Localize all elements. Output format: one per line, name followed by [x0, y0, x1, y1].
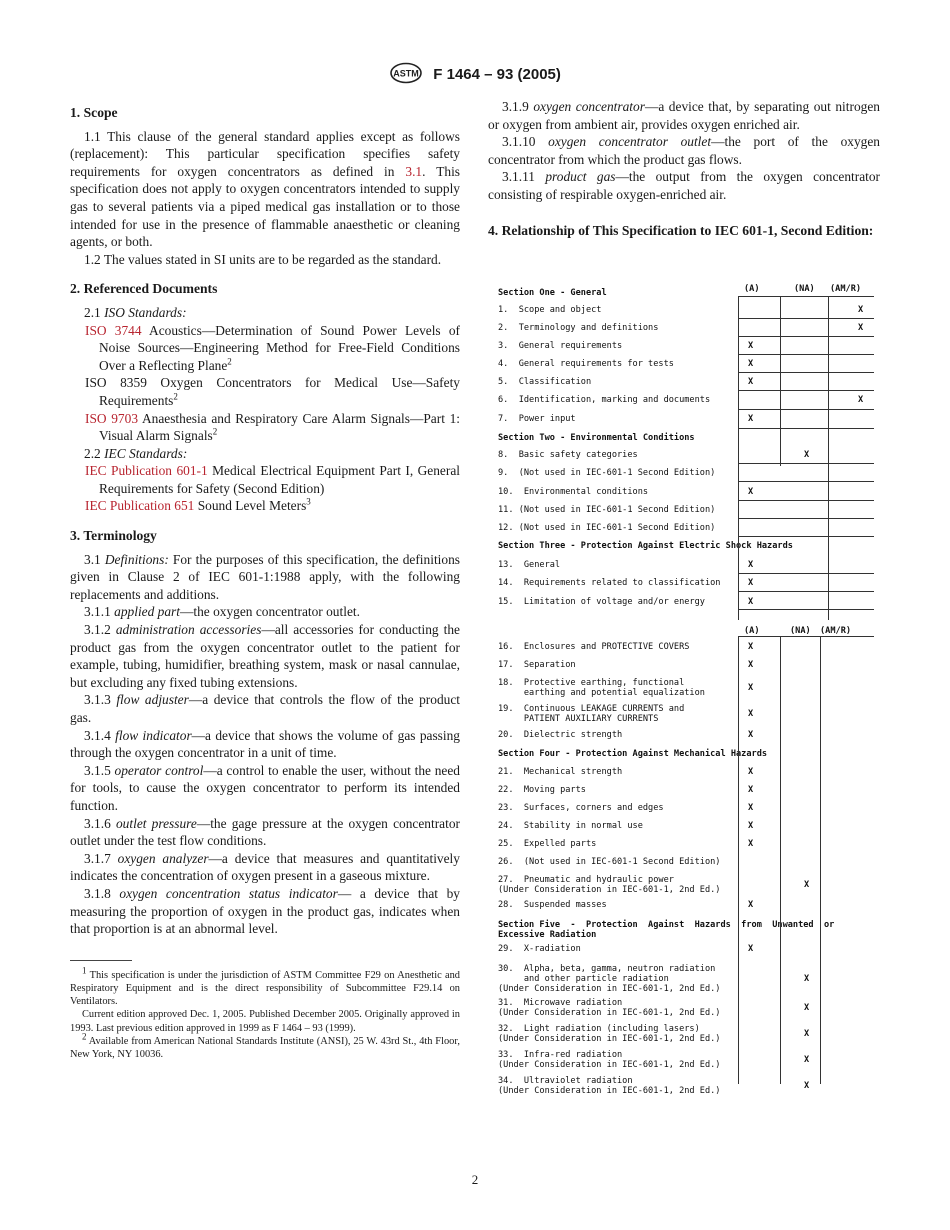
section-3-title: 3. Terminology: [70, 528, 157, 544]
table-row-label: 29. X-radiation: [498, 944, 581, 954]
table-row-label: 27. Pneumatic and hydraulic power (Under Consideration in IEC-601-1, 2nd Ed.): [498, 875, 721, 895]
table-mark-a: X: [748, 578, 754, 588]
table-grid-line: [828, 296, 829, 620]
table-grid-line: [780, 636, 781, 1084]
table-mark-amr: X: [858, 323, 864, 333]
table-row-label: 16. Enclosures and PROTECTIVE COVERS: [498, 642, 690, 652]
table-grid-line: [738, 636, 874, 637]
table-grid-line: [738, 354, 874, 355]
link-iec-651[interactable]: IEC Publication 651: [85, 498, 195, 514]
table-grid-line: [820, 636, 821, 1084]
table-row-label: 25. Expelled parts: [498, 839, 597, 849]
page-header: [0, 62, 950, 88]
table-grid-line: [738, 518, 874, 519]
link-iso-9703[interactable]: ISO 9703: [85, 410, 139, 426]
table-mark-a: X: [748, 803, 754, 813]
table-row-label: 11. (Not used in IEC-601-1 Second Edition): [498, 505, 716, 515]
table-grid-line: [738, 409, 874, 410]
col-header-amr: (AM/R): [830, 284, 862, 294]
table-row-label: 13. General: [498, 560, 561, 570]
table-mark-na: X: [804, 1081, 810, 1091]
table-row-label: 7. Power input: [498, 414, 576, 424]
table-row-label: Section Four - Protection Against Mechanical Hazards: [498, 749, 768, 759]
table-mark-a: X: [748, 785, 754, 795]
table-row-label: 32. Light radiation (including lasers) (Under Consideration in IEC-601-1, 2nd Ed.): [498, 1024, 721, 1044]
table-row-label: 5. Classification: [498, 377, 592, 387]
table-mark-a: X: [748, 839, 754, 849]
def-3-1-2: 3.1.2 administration accessories—all accessories for conducting the product gas from the oxygen concentrator outlet to the patient for example, tubing, humidifier, breathing system, mask or nasal cannulae, but excluding any fixed tubing extensions.: [70, 622, 460, 690]
document-designation: F 1464 – 93 (2005): [433, 65, 561, 83]
table-row-label: 21. Mechanical strength: [498, 767, 623, 777]
col-header-amr-repeat: (AM/R): [820, 626, 852, 636]
table-mark-na: X: [804, 1029, 810, 1039]
table-grid-line: [780, 296, 781, 466]
ref-iec-651: IEC Publication 651 Sound Level Meters$^3$: [85, 497, 311, 514]
table-row-label: 12. (Not used in IEC-601-1 Second Edition): [498, 523, 716, 533]
ref-iso-8359: ISO 8359 Oxygen Concentrators for Medical Use—Safety Requirements$^2$: [85, 375, 460, 408]
table-grid-line: [738, 296, 739, 620]
table-mark-a: X: [748, 730, 754, 740]
para-1-2: 1.2 The values stated in SI units are to be regarded as the standard.: [84, 251, 442, 267]
table-mark-a: X: [748, 414, 754, 424]
table-row-label: 4. General requirements for tests: [498, 359, 674, 369]
def-3-1-3: 3.1.3 flow adjuster—a device that controls the flow of the product gas.: [70, 692, 460, 725]
table-mark-amr: X: [858, 305, 864, 315]
table-mark-a: X: [748, 341, 754, 351]
table-grid-line: [738, 481, 874, 482]
ref-iec-601-1: IEC Publication 601-1 Medical Electrical Equipment Part I, General Requirements for Safety (Second Edition): [85, 463, 460, 496]
table-row-label: 15. Limitation of voltage and/or energy: [498, 597, 705, 607]
astm-logo: [389, 62, 423, 88]
table-mark-na: X: [804, 1003, 810, 1013]
table-row-label: Section Five - Protection Against Hazards from Unwanted or Excessive Radiation: [498, 920, 835, 940]
table-mark-a: X: [748, 487, 754, 497]
table-grid-line: [738, 390, 874, 391]
page-number: 2: [471, 1172, 479, 1187]
table-row-label: Section Two - Environmental Conditions: [498, 433, 695, 443]
footnote-1-edition: Current edition approved Dec. 1, 2005. Published December 2005. Originally approved in 1993. Last previous edition approved in 1999 as F 1464 – 93 (1999).: [70, 1009, 460, 1034]
table-row-label: 3. General requirements: [498, 341, 623, 351]
table-grid-line: [738, 591, 874, 592]
table-row-label: 20. Dielectric strength: [498, 730, 623, 740]
para-1-1: 1.1 This clause of the general standard applies except as follows (replacement): This particular specification specifies safety requirements for oxygen concentrators as defined in 3.1. This specification does not apply to oxygen concentrators intended to supply gas to several patients via a piped medical gas installation or to those intended for use in the presence of flammable anaesthetic or cleaning agents, or both.: [70, 128, 460, 250]
table-row-label: 1. Scope and object: [498, 305, 602, 315]
para-2-1: 2.1 ISO Standards:: [84, 304, 187, 320]
para-3-1: 3.1 Definitions: For the purposes of this specification, the definitions given in Clause 2 of IEC 601-1:1988 apply, with the following replacements and additions.: [70, 551, 460, 602]
table-row-label: 23. Surfaces, corners and edges: [498, 803, 664, 813]
table-mark-a: X: [748, 359, 754, 369]
col-header-a: (A): [744, 284, 760, 294]
table-mark-a: X: [748, 944, 754, 954]
table-grid-line: [738, 536, 874, 537]
col-header-na: (NA): [794, 284, 815, 294]
table-row-label: 18. Protective earthing, functional earthing and potential equalization: [498, 678, 705, 698]
table-row-label: 33. Infra-red radiation (Under Consideration in IEC-601-1, 2nd Ed.): [498, 1050, 721, 1070]
table-mark-a: X: [748, 900, 754, 910]
table-row-label: 17. Separation: [498, 660, 576, 670]
table-row-label: Section One - General: [498, 288, 607, 298]
table-mark-na: X: [804, 1055, 810, 1065]
table-grid-line: [738, 296, 874, 297]
right-column: [488, 98, 880, 245]
table-row-label: 14. Requirements related to classification: [498, 578, 721, 588]
table-grid-line: [738, 636, 739, 1084]
def-3-1-4: 3.1.4 flow indicator—a device that shows the volume of gas passing through the oxygen concentrator in a unit of time.: [70, 727, 460, 761]
table-row-label: 2. Terminology and definitions: [498, 323, 659, 333]
table-mark-amr: X: [858, 395, 864, 405]
ref-iso-9703: ISO 9703 Anaesthesia and Respiratory Care Alarm Signals—Part 1: Visual Alarm Signals$^2$: [85, 410, 460, 444]
table-grid-line: [738, 372, 874, 373]
table-mark-na: X: [804, 880, 810, 890]
svg-text:ASTM: ASTM: [393, 68, 419, 79]
def-3-1-7: 3.1.7 oxygen analyzer—a device that measures and quantitatively indicates the concentration of oxygen present in a gaseous mixture.: [70, 850, 460, 884]
link-iec-601-1[interactable]: IEC Publication 601-1: [85, 463, 208, 479]
table-mark-a: X: [748, 560, 754, 570]
def-3-1-6: 3.1.6 outlet pressure—the gage pressure at the oxygen concentrator outlet under the test flow conditions.: [70, 815, 460, 849]
footnote-rule: [70, 960, 132, 961]
table-grid-line: [738, 428, 874, 429]
left-column: [70, 98, 460, 1061]
table-grid-line: [738, 336, 874, 337]
para-2-2: 2.2 IEC Standards:: [84, 445, 188, 461]
table-row-label: 30. Alpha, beta, gamma, neutron radiation and other particle radiation (Under Consideration in IEC-601-1, 2nd Ed.): [498, 964, 721, 994]
table-mark-a: X: [748, 709, 754, 719]
table-mark-a: X: [748, 597, 754, 607]
table-row-label: 22. Moving parts: [498, 785, 586, 795]
table-mark-na: X: [804, 974, 810, 984]
table-row-label: 8. Basic safety categories: [498, 450, 638, 460]
def-3-1-11: 3.1.11 product gas—the output from the oxygen concentrator consisting of respirable oxygen-enriched air.: [488, 169, 881, 202]
table-grid-line: [738, 609, 874, 610]
table-grid-line: [738, 318, 874, 319]
link-3-1[interactable]: 3.1: [405, 163, 423, 179]
table-mark-a: X: [748, 821, 754, 831]
table-row-label: 9. (Not used in IEC-601-1 Second Edition): [498, 468, 716, 478]
def-3-1-10: 3.1.10 oxygen concentrator outlet—the port of the oxygen concentrator from which the product gas flows.: [488, 134, 880, 167]
table-row-label: 31. Microwave radiation (Under Consideration in IEC-601-1, 2nd Ed.): [498, 998, 721, 1018]
ref-iso-3744: ISO 3744 Acoustics—Determination of Sound Power Levels of Noise Sources—Engineering Method for Free-Field Conditions Over a Reflecting Plane$^2$: [85, 322, 460, 373]
table-grid-line: [738, 573, 874, 574]
table-row-label: 28. Suspended masses: [498, 900, 607, 910]
footnote-2: $^2$ Available from American National Standards Institute (ANSI), 25 W. 43rd St., 4th Floor, New York, NY 10036.: [70, 1031, 460, 1060]
section-1-title: 1. Scope: [70, 105, 118, 120]
table-grid-line: [738, 463, 874, 464]
table-row-label: 19. Continuous LEAKAGE CURRENTS and PATIENT AUXILIARY CURRENTS: [498, 704, 685, 724]
footnote-1: $^1$ This specification is under the jurisdiction of ASTM Committee F29 on Anesthetic and Respiratory Equipment and is the direct responsibility of Subcommittee F29.14 on Ventilators.: [70, 965, 460, 1008]
table-mark-na: X: [804, 450, 810, 460]
def-3-1-9: 3.1.9 oxygen concentrator—a device that, by separating out nitrogen or oxygen from ambient air, provides oxygen enriched air.: [488, 99, 880, 132]
table-row-label: Section Three - Protection Against Electric Shock Hazards: [498, 541, 793, 551]
col-header-a-repeat: (A): [744, 626, 760, 636]
table-row-label: 34. Ultraviolet radiation (Under Consideration in IEC-601-1, 2nd Ed.): [498, 1076, 721, 1096]
table-mark-a: X: [748, 683, 754, 693]
col-header-na-repeat: (NA): [790, 626, 811, 636]
table-row-label: 6. Identification, marking and documents: [498, 395, 711, 405]
table-row-label: 10. Environmental conditions: [498, 487, 649, 497]
table-row-label: 26. (Not used in IEC-601-1 Second Edition): [498, 857, 721, 867]
table-mark-a: X: [748, 767, 754, 777]
link-iso-3744[interactable]: ISO 3744: [85, 322, 142, 338]
section-2-title: 2. Referenced Documents: [70, 281, 218, 297]
table-mark-a: X: [748, 642, 754, 652]
def-3-1-8: 3.1.8 oxygen concentration status indicator— a device that by measuring the proportion of oxygen in the product gas, indicates when that proportion is at an abnormal level.: [70, 885, 460, 937]
table-mark-a: X: [748, 377, 754, 387]
table-mark-a: X: [748, 660, 754, 670]
table-grid-line: [738, 500, 874, 501]
section-4-title: 4. Relationship of This Specification to IEC 601-1, Second Edition:: [488, 222, 874, 238]
table-row-label: 24. Stability in normal use: [498, 821, 643, 831]
def-3-1-5: 3.1.5 operator control—a control to enable the user, without the need for tools, to cause the oxygen concentrator to perform its intended function.: [70, 762, 460, 813]
def-3-1-1: 3.1.1 applied part—the oxygen concentrator outlet.: [84, 604, 360, 620]
